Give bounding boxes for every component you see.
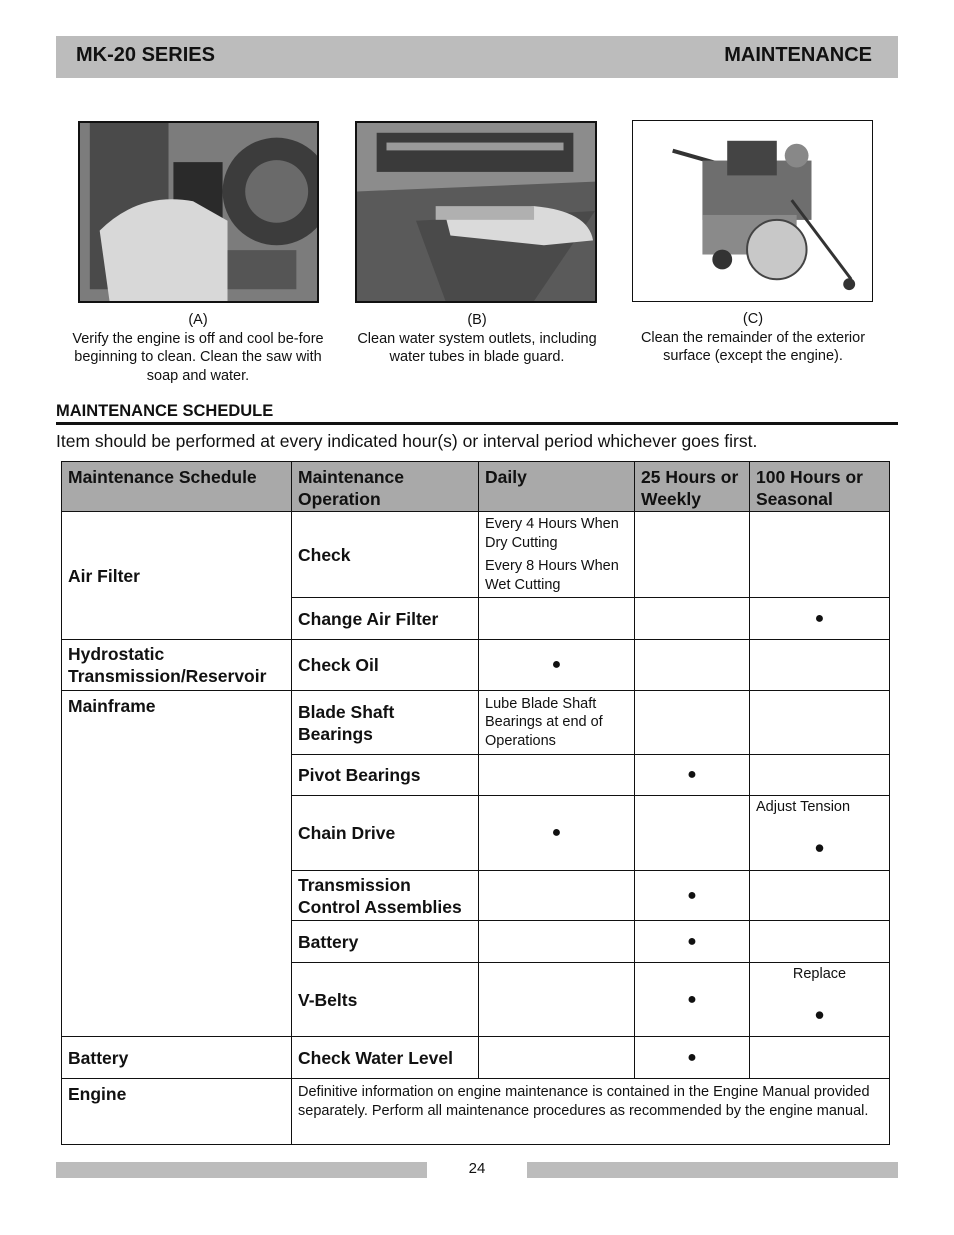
figure-a-photo bbox=[78, 121, 319, 303]
bullet-marker: ● bbox=[635, 755, 750, 796]
op-blade-shaft-bearings: Blade Shaft Bearings bbox=[292, 691, 479, 755]
figure-b-photo bbox=[355, 121, 597, 303]
bullet-marker: ● bbox=[635, 963, 750, 1037]
table-row bbox=[62, 640, 890, 691]
op-v-belts: V-Belts bbox=[292, 963, 479, 1037]
header-25-hours: 25 Hours or Weekly bbox=[635, 462, 750, 512]
cell-adjust-tension bbox=[750, 796, 890, 871]
bullet-marker: ● bbox=[750, 598, 890, 640]
op-change-air-filter: Change Air Filter bbox=[292, 598, 479, 640]
header-operation: Maintenance Operation bbox=[292, 462, 479, 512]
daily-lube-note: Lube Blade Shaft Bearings at end of Operations bbox=[479, 691, 635, 755]
bullet-marker: ● bbox=[479, 796, 635, 871]
item-engine: Engine bbox=[62, 1079, 292, 1145]
table-row bbox=[62, 512, 890, 598]
header-daily: Daily bbox=[479, 462, 635, 512]
series-title: MK-20 SERIES bbox=[76, 44, 215, 66]
schedule-title: MAINTENANCE SCHEDULE bbox=[56, 402, 274, 420]
figure-c-text: Clean the remainder of the exterior surface (except the engine). bbox=[640, 329, 866, 364]
footer-bar-left bbox=[56, 1162, 427, 1178]
figure-a-text: Verify the engine is off and cool be-fore beginning to clean. Clean the saw with soap and water. bbox=[72, 330, 324, 384]
section-title: MAINTENANCE bbox=[724, 44, 872, 66]
table-row bbox=[62, 691, 890, 755]
note-adjust-tension: Adjust Tension bbox=[756, 799, 851, 815]
bullet-marker: ● bbox=[814, 837, 825, 857]
op-check-water-level: Check Water Level bbox=[292, 1037, 479, 1079]
bullet-marker: ● bbox=[814, 1004, 825, 1024]
header-100-hours: 100 Hours or Seasonal bbox=[750, 462, 890, 512]
item-battery: Battery bbox=[62, 1037, 292, 1079]
page-header bbox=[56, 36, 898, 78]
bullet-marker: ● bbox=[635, 921, 750, 963]
bullet-marker: ● bbox=[479, 640, 635, 691]
figure-a-label: (A) bbox=[188, 312, 208, 328]
op-transmission-control: Transmission Control Assemblies bbox=[292, 871, 479, 921]
note-replace: Replace bbox=[792, 966, 847, 982]
daily-air-filter-interval bbox=[479, 512, 635, 598]
op-battery: Battery bbox=[292, 921, 479, 963]
item-mainframe: Mainframe bbox=[62, 691, 292, 1037]
item-hydrostatic: Hydrostatic Transmission/Reservoir bbox=[62, 640, 292, 691]
figure-a-caption bbox=[68, 311, 328, 385]
schedule-intro: Item should be performed at every indicated hour(s) or interval period whichever goes first. bbox=[56, 431, 758, 451]
bullet-marker: ● bbox=[635, 1037, 750, 1079]
table-row bbox=[62, 1079, 890, 1145]
interval-dry: Every 4 Hours When Dry Cutting bbox=[485, 516, 619, 551]
op-pivot-bearings: Pivot Bearings bbox=[292, 755, 479, 796]
footer-bar-right bbox=[527, 1162, 898, 1178]
table-row bbox=[62, 1037, 890, 1079]
page-number: 24 bbox=[468, 1160, 486, 1177]
op-chain-drive: Chain Drive bbox=[292, 796, 479, 871]
schedule-divider bbox=[56, 422, 898, 425]
interval-wet: Every 8 Hours When Wet Cutting bbox=[485, 558, 619, 593]
figure-c-photo bbox=[632, 120, 873, 302]
figure-b-caption bbox=[347, 311, 607, 367]
engine-note: Definitive information on engine maintenance is contained in the Engine Manual provided separately. Perform all maintenance procedures as recommended by the engine manual. bbox=[292, 1079, 890, 1145]
table-header-row bbox=[62, 462, 890, 512]
bullet-marker: ● bbox=[635, 871, 750, 921]
figure-c-caption bbox=[623, 310, 883, 366]
op-check: Check bbox=[292, 512, 479, 598]
figure-c-label: (C) bbox=[742, 311, 764, 327]
cell-replace bbox=[750, 963, 890, 1037]
op-check-oil: Check Oil bbox=[292, 640, 479, 691]
figure-b-label: (B) bbox=[467, 312, 487, 328]
header-schedule: Maintenance Schedule bbox=[62, 462, 292, 512]
maintenance-schedule-table bbox=[61, 461, 890, 1145]
figure-b-text: Clean water system outlets, including water tubes in blade guard. bbox=[357, 330, 597, 365]
item-air-filter: Air Filter bbox=[62, 512, 292, 640]
